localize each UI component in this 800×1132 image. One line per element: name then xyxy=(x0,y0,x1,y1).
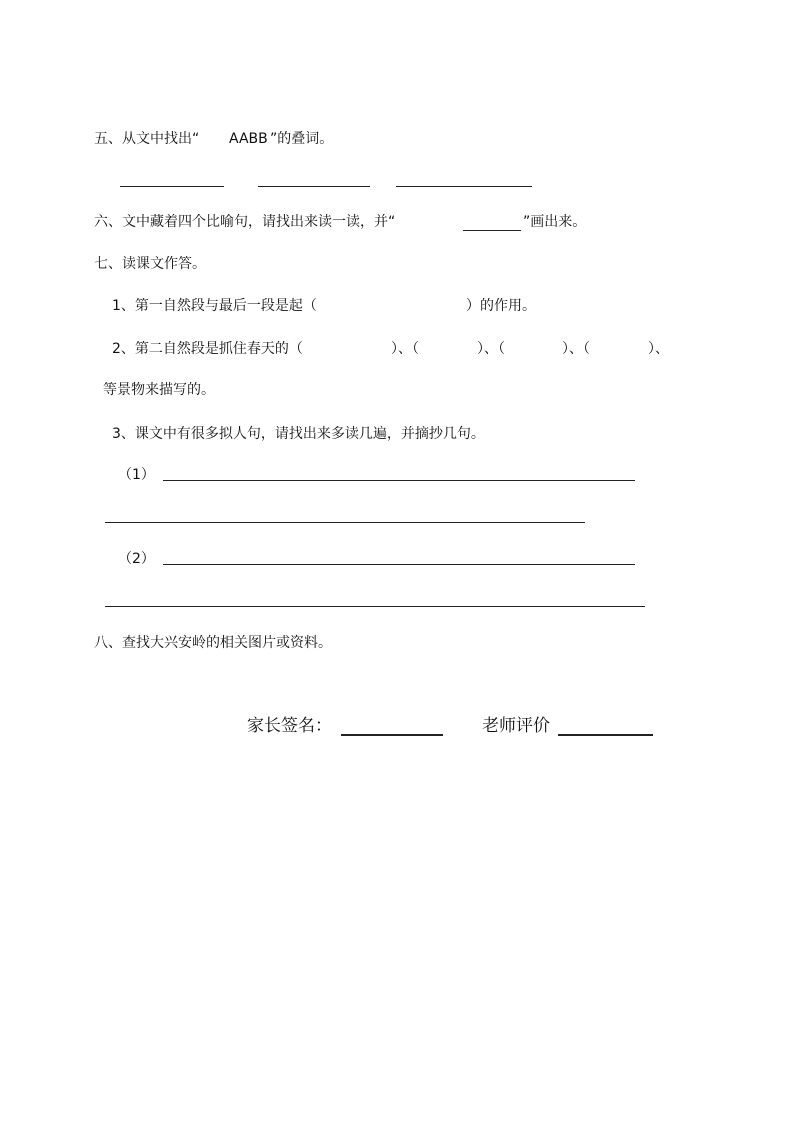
section7-q3: 3、课文中有很多拟人句，请找出来多读几遍，并摘抄几句。 xyxy=(112,426,485,442)
section7-q1-prefix: 1、第一自然段与最后一段是起（ xyxy=(112,298,317,314)
section7-item2-label: （2） xyxy=(118,551,155,567)
section7-q2-separator: ）、（ xyxy=(562,341,590,357)
teacher-evaluation-label: 老师评价 xyxy=(482,716,550,736)
section7-q2-separator: ）、（ xyxy=(477,341,505,357)
section6-text-suffix: ”画出来。 xyxy=(523,214,587,230)
section7-title: 七、读课文作答。 xyxy=(94,256,206,272)
section7-item1-label: （1） xyxy=(118,467,155,483)
section6-text-prefix: 六、文中藏着四个比喻句，请找出来读一读，并“ xyxy=(94,214,396,230)
section5-title-pattern: AABB xyxy=(229,131,268,147)
section7-q2-separator: ）、（ xyxy=(391,341,419,357)
answer-blank[interactable] xyxy=(120,186,224,187)
underline-mark-blank xyxy=(463,230,521,231)
parent-signature-label: 家长签名： xyxy=(247,716,332,736)
answer-line[interactable] xyxy=(163,480,635,481)
section8-title: 八、查找大兴安岭的相关图片或资料。 xyxy=(94,635,332,651)
parent-signature-line[interactable] xyxy=(341,734,443,736)
answer-blank[interactable] xyxy=(258,186,370,187)
section7-q2-prefix: 2、第二自然段是抓住春天的（ xyxy=(112,341,303,357)
answer-blank[interactable] xyxy=(396,186,532,187)
section7-q2-end: ）、 xyxy=(648,341,669,357)
teacher-evaluation-line[interactable] xyxy=(558,734,653,736)
section7-q1-suffix: ）的作用。 xyxy=(466,298,536,314)
answer-line[interactable] xyxy=(105,606,645,607)
section5-title-suffix: ”的叠词。 xyxy=(270,131,334,147)
section5-title-prefix: 五、从文中找出“ xyxy=(94,131,200,147)
answer-line[interactable] xyxy=(163,564,635,565)
answer-line[interactable] xyxy=(105,522,585,523)
section7-q2-continuation: 等景物来描写的。 xyxy=(103,382,215,398)
